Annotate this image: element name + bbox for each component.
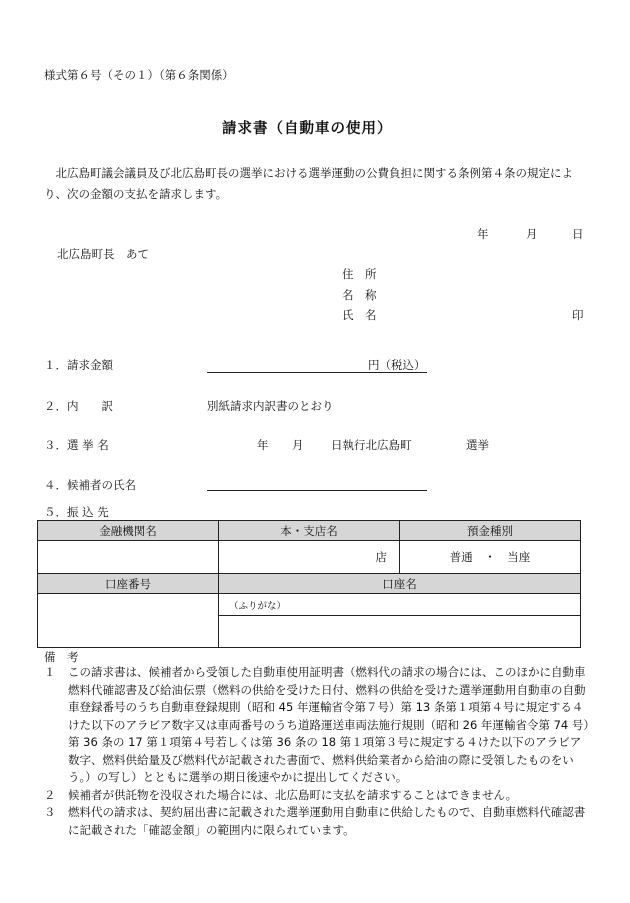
account-name-header: 口座名 bbox=[219, 574, 581, 594]
notes-list bbox=[44, 664, 590, 839]
note-item bbox=[44, 804, 590, 839]
furigana-cell[interactable] bbox=[219, 594, 581, 616]
intro-text: 北広島町議会議員及び北広島町長の選挙における選挙運動の公費負担に関する条例第４条の規定により、次の金額の支払を請求します。 bbox=[44, 166, 573, 201]
account-number-header: 口座番号 bbox=[38, 574, 219, 594]
form-number: 様式第６号（その１）（第６条関係） bbox=[44, 68, 234, 82]
breakdown-label: ２．内 訳 bbox=[44, 399, 113, 413]
bank-name-header: 金融機関名 bbox=[38, 521, 219, 541]
transfer-label: ５．振 込 先 bbox=[44, 505, 109, 519]
election-suffix: 選挙 bbox=[466, 438, 489, 452]
amount-unit: 円（税込） bbox=[368, 358, 426, 372]
bank-name-cell[interactable] bbox=[38, 541, 219, 574]
note-text: この請求書は、候補者から受領した自動車使用証明書（燃料代の請求の場合には、このほかに自動車燃料代確認書及び給油伝票（燃料の供給を受けた日付、燃料の供給を受けた選挙運動用自動車の自動車登録番号のうち自動車登録規則（昭和 45 年運輸省令第７号）第 13 条第１項第４号に規定する４けた以下のアラビア数字又は車両番号のうち道路運送車両法施行規則（昭和 26 年運輸省令第 74 号）第 36 条の 17 第１項第４号若しくは第 36 条の 18 第１項第３号に規定する４けた以下のアラビア数字、燃料供給量及び燃料代が記載された書面で、燃料供給業者から給油の際に受領したものをいう。）の写し）とともに選挙の期日後速やかに提出してください。 bbox=[68, 665, 590, 784]
election-month-label: 月 bbox=[292, 438, 304, 452]
addressee: 北広島町長 あて bbox=[57, 247, 149, 261]
date-month-label: 月 bbox=[526, 227, 538, 241]
election-day-exec: 日執行北広島町 bbox=[331, 438, 412, 452]
date-year-label: 年 bbox=[477, 227, 489, 241]
account-type-header: 預金種別 bbox=[400, 521, 581, 541]
page-title: 請求書（自動車の使用） bbox=[222, 121, 393, 137]
seal-mark: 印 bbox=[572, 308, 584, 322]
name-label: 氏 名 bbox=[342, 308, 377, 322]
candidate-name-field[interactable] bbox=[207, 474, 427, 491]
note-text: 候補者が供託物を没収された場合には、北広島町に支払を請求することはできません。 bbox=[68, 787, 518, 802]
breakdown-value: 別紙請求内訳書のとおり bbox=[207, 399, 334, 413]
address-label: 住 所 bbox=[342, 267, 377, 281]
note-number: ３ bbox=[44, 805, 56, 819]
candidate-label: ４．候補者の氏名 bbox=[44, 478, 136, 492]
election-year-label: 年 bbox=[257, 438, 269, 452]
notes-title: 備 考 bbox=[44, 650, 79, 664]
furigana-label: （ふりがな） bbox=[229, 600, 287, 612]
amount-label: １．請求金額 bbox=[44, 358, 113, 372]
org-name-label: 名 称 bbox=[342, 288, 377, 302]
note-number: ２ bbox=[44, 787, 56, 802]
account-name-cell[interactable] bbox=[219, 616, 581, 648]
branch-name-cell[interactable] bbox=[219, 541, 400, 574]
note-item bbox=[44, 787, 590, 805]
date-day-label: 日 bbox=[572, 227, 584, 241]
account-number-cell[interactable] bbox=[38, 594, 219, 648]
note-text: 燃料代の請求は、契約届出書に記載された選挙運動用自動車に供給したもので、自動車燃料代確認書に記載された「確認金額」の範囲内に限られています。 bbox=[68, 805, 586, 837]
election-label: ３．選 挙 名 bbox=[44, 438, 109, 452]
account-type-options: 普通 ・ 当座 bbox=[449, 550, 531, 564]
note-item bbox=[44, 664, 590, 787]
branch-suffix: 店 bbox=[375, 550, 387, 564]
account-type-cell[interactable] bbox=[400, 541, 581, 574]
note-number: １ bbox=[44, 665, 56, 679]
bank-table bbox=[37, 520, 581, 648]
branch-name-header: 本・支店名 bbox=[219, 521, 400, 541]
